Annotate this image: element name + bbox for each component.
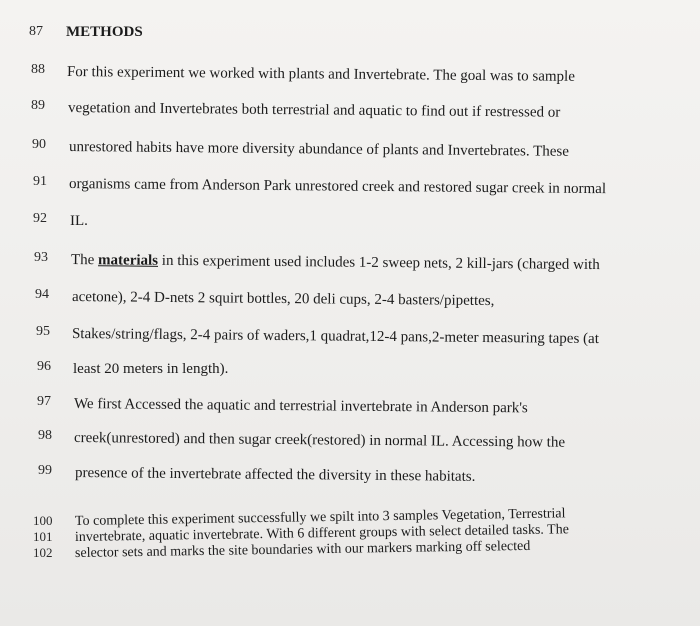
line-94 <box>0 287 700 309</box>
text-line: creek(unrestored) and then sugar creek(restored) in normal IL. Accessing how the <box>73 430 566 451</box>
text-line: Stakes/string/flags, 2-4 pairs of waders,1 quadrat,12-4 pans,2-meter measuring tapes (at <box>71 326 599 348</box>
line-96 <box>0 359 700 381</box>
line-number: 95 <box>36 324 50 339</box>
line-99 <box>0 463 700 485</box>
text-line: IL. <box>70 213 88 229</box>
line-number: 99 <box>38 463 52 478</box>
line-number: 98 <box>38 428 52 443</box>
line-number: 92 <box>33 211 47 226</box>
line-number: 101 <box>33 529 53 544</box>
line-number: 100 <box>33 513 53 528</box>
line-88 <box>0 62 700 84</box>
text-line: We first Accessed the aquatic and terrestrial invertebrate in Anderson park's <box>73 396 528 417</box>
line-90 <box>0 137 700 159</box>
text-line: For this experiment we worked with plants and Invertebrate. The goal was to sample <box>66 64 575 85</box>
line-92 <box>0 211 700 233</box>
line-89 <box>0 98 700 120</box>
line-102 <box>0 538 700 567</box>
line-number: 102 <box>33 545 53 560</box>
line-number: 91 <box>33 174 47 189</box>
text-line: least 20 meters in length). <box>73 361 229 377</box>
line-number: 89 <box>31 98 45 113</box>
line-87 <box>0 24 700 46</box>
text-line: presence of the invertebrate affected the diversity in these habitats. <box>74 465 476 485</box>
text-line: unrestored habits have more diversity abundance of plants and Invertebrates. These <box>68 139 570 160</box>
line-97 <box>0 394 700 416</box>
line-number: 96 <box>37 359 51 374</box>
line-number: 97 <box>37 394 51 409</box>
line-number: 87 <box>29 24 43 39</box>
text-line: selector sets and marks the site boundaries with our markers marking off selected <box>74 538 531 561</box>
section-heading: METHODS <box>66 24 143 40</box>
line-98 <box>0 428 700 450</box>
line-95 <box>0 324 700 346</box>
text-line: organisms came from Anderson Park unrestored creek and restored sugar creek in normal <box>68 176 607 198</box>
text-line: To complete this experiment successfully we spilt into 3 samples Vegetation, Terrestrial <box>74 506 566 529</box>
text-line: acetone), 2-4 D-nets 2 squirt bottles, 20 deli cups, 2-4 basters/pipettes, <box>71 289 495 310</box>
line-number: 90 <box>32 137 46 152</box>
line-93 <box>0 250 700 272</box>
line-number: 94 <box>35 287 49 302</box>
text-line: invertebrate, aquatic invertebrate. With 6 different groups with select detailed tasks. The <box>74 522 569 545</box>
text-line: The materials in this experiment used includes 1-2 sweep nets, 2 kill-jars (charged with <box>70 252 600 274</box>
line-number: 93 <box>34 250 48 265</box>
emphasized-word: materials <box>98 252 159 269</box>
line-91 <box>0 174 700 196</box>
line-number: 88 <box>31 62 45 77</box>
text-line: vegetation and Invertebrates both terrestrial and aquatic to find out if restressed or <box>67 100 561 121</box>
